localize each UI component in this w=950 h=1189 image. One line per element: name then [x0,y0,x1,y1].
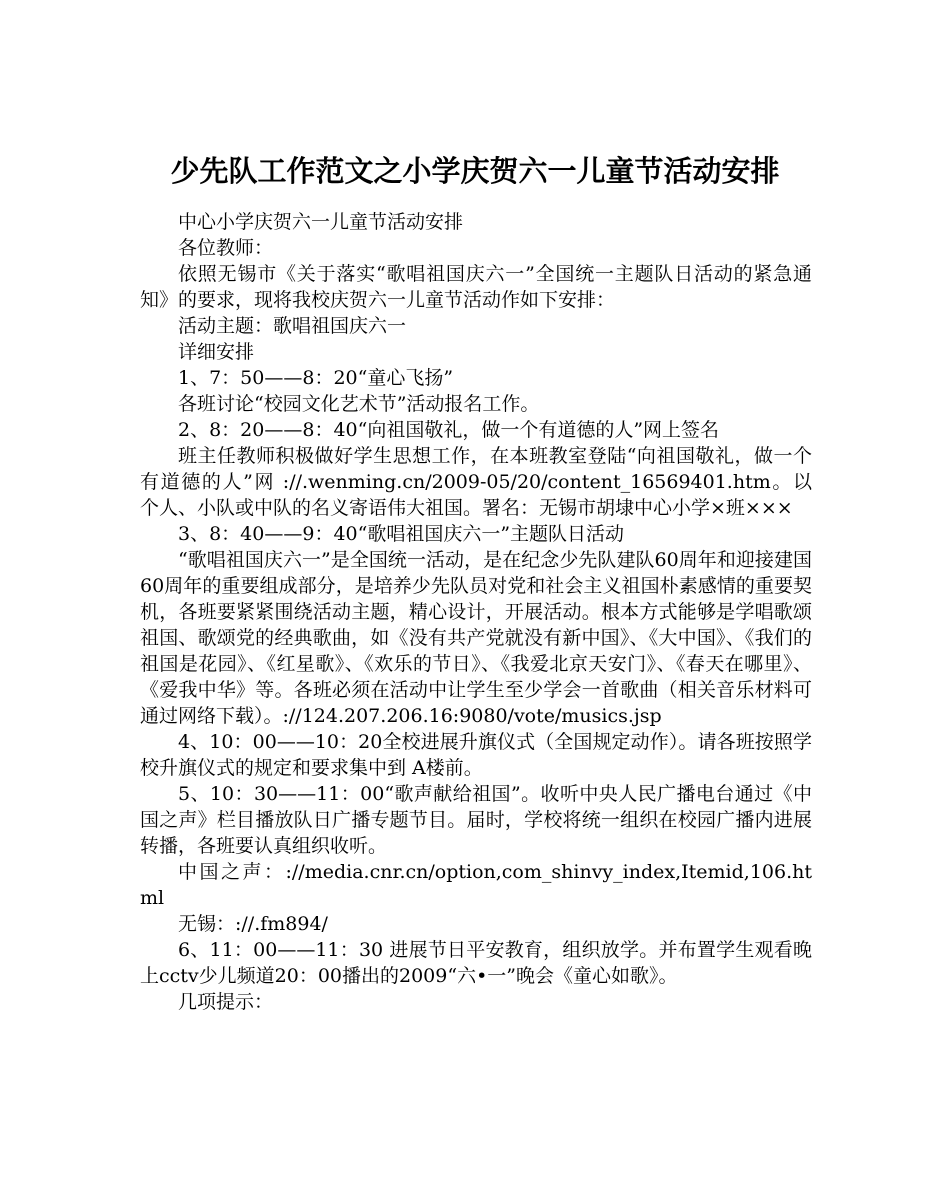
paragraph-item-3: 3、8：40——9：40“歌唱祖国庆六一”主题队日活动 [178,523,625,545]
paragraph-heading: 中心小学庆贺六一儿童节活动安排 [178,211,464,233]
paragraph-item-5: 5、10：30——11：00“歌声献给祖国”。收听中央人民广播电台通过《中国之声》栏目播放队日广播专题节目。届时，学校将统一组织在校园广播内进展转播，各班要认真组织收听。 [140,783,812,857]
paragraph-item-1: 1、7：50——8：20“童心飞扬” [178,367,454,389]
paragraph-theme: 活动主题：歌唱祖国庆六一 [178,315,407,337]
document-body [140,209,812,1015]
paragraph-item-2-desc: 班主任教师积极做好学生思想工作，在本班教室登陆“向祖国敬礼，做一个有道德的人”网 ://.wenming.cn/2009-05/20/content_16569401.htm。以个人、小队或中队的名义寄语伟大祖国。署名：无锡市胡埭中心小学×班××× [140,445,812,519]
paragraph-radio-link: 中国之声：://media.cnr.cn/option,com_shinvy_index,Itemid,106.html [140,861,812,909]
paragraph-item-1-desc: 各班讨论“校园文化艺术节”活动报名工作。 [178,393,540,415]
paragraph-intro: 依照无锡市《关于落实“歌唱祖国庆六一”全国统一主题队日活动的紧急通知》的要求，现将我校庆贺六一儿童节活动作如下安排： [140,263,812,311]
paragraph-item-6: 6、11：00——11：30 进展节日平安教育，组织放学。并布置学生观看晚上cctv少儿频道20：00播出的2009“六•一”晚会《童心如歌》。 [140,939,812,987]
document-title: 少先队工作范文之小学庆贺六一儿童节活动安排 [170,154,780,189]
paragraph-wuxi-link: 无锡：://.fm894/ [178,913,328,935]
paragraph-item-2: 2、8：20——8：40“向祖国敬礼，做一个有道德的人”网上签名 [178,419,720,441]
paragraph-tips: 几项提示： [178,991,274,1013]
paragraph-detail-heading: 详细安排 [178,341,255,363]
paragraph-item-4: 4、10：00——10：20全校进展升旗仪式（全国规定动作）。请各班按照学校升旗仪式的规定和要求集中到 A楼前。 [140,731,812,779]
paragraph-salutation: 各位教师： [178,237,274,259]
paragraph-item-3-desc: “歌唱祖国庆六一”是全国统一活动，是在纪念少先队建队60周年和迎接建国60周年的重要组成部分，是培养少先队员对党和社会主义祖国朴素感情的重要契机，各班要紧紧围绕活动主题，精心设计，开展活动。根本方式能够是学唱歌颂祖国、歌颂党的经典歌曲，如《没有共产党就没有新中国》、《大中国》、《我们的祖国是花园》、《红星歌》、《欢乐的节日》、《我爱北京天安门》、《春天在哪里》、《爱我中华》等。各班必须在活动中让学生至少学会一首歌曲（相关音乐材料可通过网络下载）。://124.207.206.16:9080/vote/musics.jsp [140,549,812,727]
